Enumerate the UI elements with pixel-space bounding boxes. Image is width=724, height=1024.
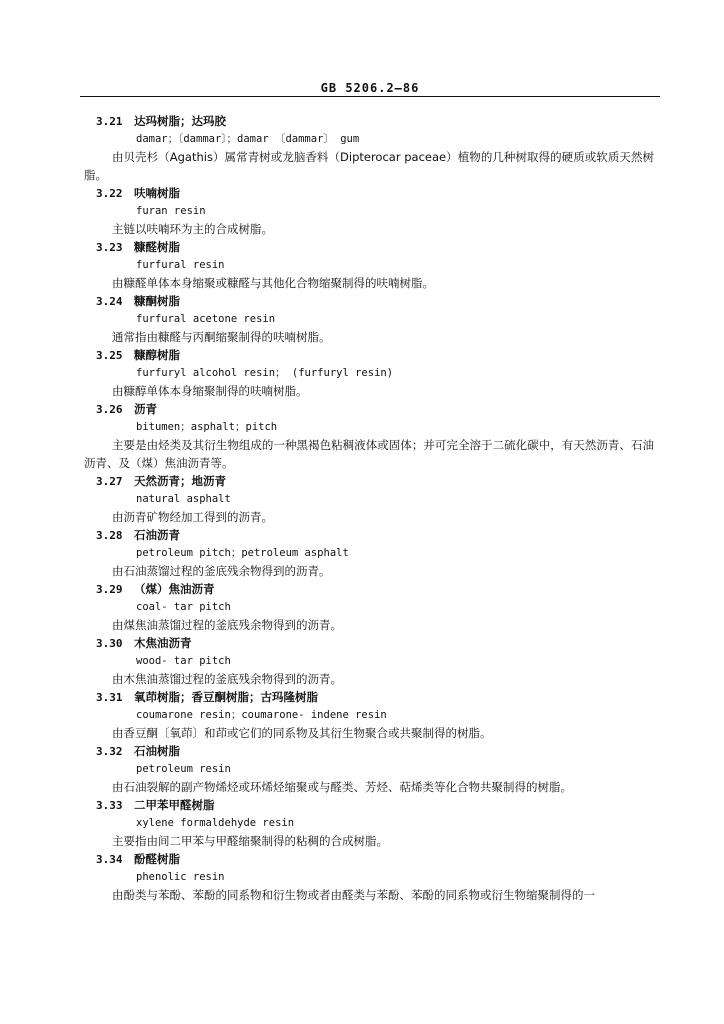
term-english-name: wood- tar pitch bbox=[136, 655, 231, 667]
term-number: 3.26 bbox=[96, 403, 123, 416]
term-number: 3.28 bbox=[96, 529, 123, 542]
term-heading bbox=[96, 850, 654, 868]
term-entry bbox=[84, 184, 654, 238]
term-definition: 通常指由糠醛与丙酮缩聚制得的呋喃树脂。 bbox=[112, 330, 331, 344]
term-chinese-name: 二甲苯甲醛树脂 bbox=[134, 798, 215, 812]
term-number: 3.25 bbox=[96, 349, 123, 362]
term-chinese-name: 氧茚树脂；香豆酮树脂；古玛隆树脂 bbox=[134, 690, 318, 704]
term-number: 3.21 bbox=[96, 115, 123, 128]
term-chinese-name: 糠醇树脂 bbox=[134, 348, 180, 362]
term-chinese-name: 天然沥青；地沥青 bbox=[134, 474, 226, 488]
term-definition: 由香豆酮〔氧茚〕和茚或它们的同系物及其衍生物聚合或共聚制得的树脂。 bbox=[112, 726, 492, 740]
term-entry bbox=[84, 796, 654, 850]
term-chinese-name: （煤）焦油沥青 bbox=[134, 582, 215, 596]
term-entry bbox=[84, 292, 654, 346]
term-english-name: bitumen；asphalt；pitch bbox=[136, 421, 278, 433]
term-definition: 由糠醛单体本身缩聚或糠醛与其他化合物缩聚制得的呋喃树脂。 bbox=[112, 276, 434, 290]
term-entry bbox=[84, 238, 654, 292]
term-definition: 主链以呋喃环为主的合成树脂。 bbox=[112, 222, 273, 236]
term-english-name: coal- tar pitch bbox=[136, 601, 231, 613]
term-chinese-name: 沥青 bbox=[134, 402, 157, 416]
terms-list bbox=[84, 112, 654, 904]
term-number: 3.30 bbox=[96, 637, 123, 650]
term-chinese-name: 糠酮树脂 bbox=[134, 294, 180, 308]
term-entry bbox=[84, 526, 654, 580]
term-chinese-name: 呋喃树脂 bbox=[134, 186, 180, 200]
term-chinese-name: 石油沥青 bbox=[134, 528, 180, 542]
term-english-name: coumarone resin；coumarone- indene resin bbox=[136, 709, 387, 721]
term-number: 3.27 bbox=[96, 475, 123, 488]
term-number: 3.29 bbox=[96, 583, 123, 596]
term-heading bbox=[96, 634, 654, 652]
term-entry bbox=[84, 472, 654, 526]
term-number: 3.34 bbox=[96, 853, 123, 866]
term-entry bbox=[84, 580, 654, 634]
term-heading bbox=[96, 688, 654, 706]
term-heading bbox=[96, 796, 654, 814]
term-entry bbox=[84, 850, 654, 904]
term-heading bbox=[96, 472, 654, 490]
term-heading bbox=[96, 346, 654, 364]
term-english-name: furfuryl alcohol resin； (furfuryl resin) bbox=[136, 367, 394, 379]
term-entry bbox=[84, 688, 654, 742]
term-english-name: damar；〔dammar〕；damar 〔dammar〕 gum bbox=[136, 133, 360, 145]
term-entry bbox=[84, 742, 654, 796]
term-heading bbox=[96, 580, 654, 598]
term-definition: 由贝壳杉（Agathis）属常青树或龙脑香料（Dipterocar paceae）植物的几种树取得的硬质或软质天然树脂。 bbox=[84, 150, 654, 182]
term-entry bbox=[84, 112, 654, 184]
term-heading bbox=[96, 292, 654, 310]
term-english-name: petroleum resin bbox=[136, 763, 231, 775]
term-chinese-name: 达玛树脂；达玛胶 bbox=[134, 114, 226, 128]
term-heading bbox=[96, 238, 654, 256]
term-english-name: xylene formaldehyde resin bbox=[136, 817, 295, 829]
term-heading bbox=[96, 742, 654, 760]
page-header bbox=[80, 74, 660, 97]
term-english-name: petroleum pitch；petroleum asphalt bbox=[136, 547, 349, 559]
term-english-name: furfural resin bbox=[136, 259, 225, 271]
term-chinese-name: 糠醛树脂 bbox=[134, 240, 180, 254]
term-number: 3.24 bbox=[96, 295, 123, 308]
term-number: 3.23 bbox=[96, 241, 123, 254]
term-definition: 由石油裂解的副产物烯烃或环烯烃缩聚或与醛类、芳烃、萜烯类等化合物共聚制得的树脂。 bbox=[112, 780, 572, 794]
term-english-name: natural asphalt bbox=[136, 493, 231, 505]
term-heading bbox=[96, 184, 654, 202]
term-entry bbox=[84, 400, 654, 472]
term-definition: 由石油蒸馏过程的釜底残余物得到的沥青。 bbox=[112, 564, 331, 578]
term-number: 3.31 bbox=[96, 691, 123, 704]
term-heading bbox=[96, 526, 654, 544]
term-chinese-name: 酚醛树脂 bbox=[134, 852, 180, 866]
term-number: 3.33 bbox=[96, 799, 123, 812]
term-definition: 由酚类与苯酚、苯酚的同系物和衍生物或者由醛类与苯酚、苯酚的同系物或衍生物缩聚制得的一 bbox=[112, 888, 595, 902]
term-heading bbox=[96, 400, 654, 418]
term-english-name: furfural acetone resin bbox=[136, 313, 276, 325]
term-definition: 主要是由烃类及其衍生物组成的一种黑褐色粘稠液体或固体；并可完全溶于二硫化碳中，有天然沥青、石油沥青、及（煤）焦油沥青等。 bbox=[84, 438, 654, 470]
term-definition: 由沥青矿物经加工得到的沥青。 bbox=[112, 510, 273, 524]
term-chinese-name: 木焦油沥青 bbox=[134, 636, 192, 650]
term-english-name: phenolic resin bbox=[136, 871, 225, 883]
term-definition: 由煤焦油蒸馏过程的釜底残余物得到的沥青。 bbox=[112, 618, 342, 632]
term-heading bbox=[96, 112, 654, 130]
term-definition: 由木焦油蒸馏过程的釜底残余物得到的沥青。 bbox=[112, 672, 342, 686]
term-entry bbox=[84, 346, 654, 400]
term-number: 3.32 bbox=[96, 745, 123, 758]
term-entry bbox=[84, 634, 654, 688]
standard-number: GB 5206.2—86 bbox=[320, 81, 420, 95]
term-number: 3.22 bbox=[96, 187, 123, 200]
term-definition: 由糠醇单体本身缩聚制得的呋喃树脂。 bbox=[112, 384, 308, 398]
term-definition: 主要指由间二甲苯与甲醛缩聚制得的粘稠的合成树脂。 bbox=[112, 834, 388, 848]
term-chinese-name: 石油树脂 bbox=[134, 744, 180, 758]
term-english-name: furan resin bbox=[136, 205, 206, 217]
